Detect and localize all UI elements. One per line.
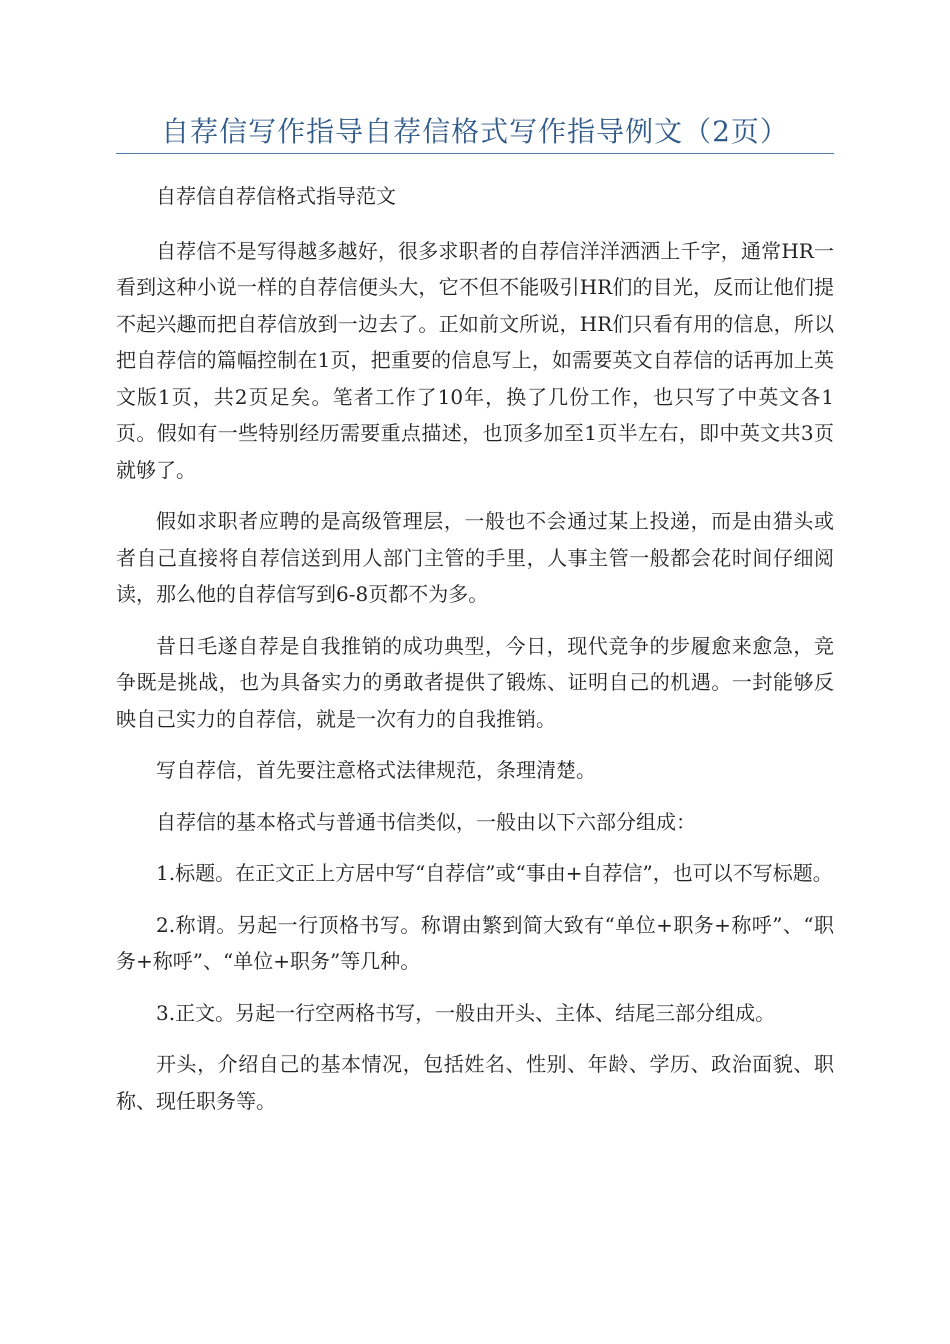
- paragraph: 1.标题。在正文正上方居中写“自荐信”或“事由+自荐信”，也可以不写标题。: [156, 861, 833, 885]
- paragraph: 自荐信的基本格式与普通书信类似，一般由以下六部分组成：: [156, 809, 696, 834]
- paragraph: 假如求职者应聘的是高级管理层，一般也不会通过某上投递，而是由猎头或者自己直接将自荐信送到用人部门主管的手里，人事主管一般都会花时间仔细阅读，那么他的自荐信写到6-8页都不为多。: [116, 509, 834, 606]
- paragraph: 3.正文。另起一行空两格书写，一般由开头、主体、结尾三部分组成。: [156, 1000, 776, 1025]
- paragraph: 写自荐信，首先要注意格式法律规范，条理清楚。: [156, 758, 596, 782]
- title-underline: [116, 153, 834, 154]
- document-title: 自荐信写作指导自荐信格式写作指导例文（2页）: [161, 115, 789, 148]
- paragraph: 开头，介绍自己的基本情况，包括姓名、性别、年龄、学历、政治面貌、职称、现任职务等。: [116, 1052, 834, 1113]
- paragraph: 2.称谓。另起一行顶格书写。称谓由繁到简大致有“单位+职务+称呼”、“职务+称呼”、“单位+职务”等几种。: [116, 912, 834, 973]
- paragraph: 自荐信不是写得越多越好，很多求职者的自荐信洋洋洒洒上千字，通常HR一看到这种小说一样的自荐信便头大，它不但不能吸引HR们的目光，反而让他们提不起兴趣而把自荐信放到一边去了。正如前文所说，HR们只看有用的信息，所以把自荐信的篇幅控制在1页，把重要的信息写上，如需要英文自荐信的话再加上英文版1页，共2页足矣。笔者工作了10年，换了几份工作，也只写了中英文各1页。假如有一些特别经历需要重点描述，也顶多加至1页半左右，即中英文共3页就够了。: [116, 238, 834, 482]
- document-body: [116, 178, 834, 1134]
- paragraph: 昔日毛遂自荐是自我推销的成功典型，今日，现代竞争的步履愈来愈急，竞争既是挑战，也为具备实力的勇敢者提供了锻炼、证明自己的机遇。一封能够反映自己实力的自荐信，就是一次有力的自我推销。: [116, 633, 834, 731]
- paragraph-subtitle: 自荐信自荐信格式指导范文: [156, 184, 396, 208]
